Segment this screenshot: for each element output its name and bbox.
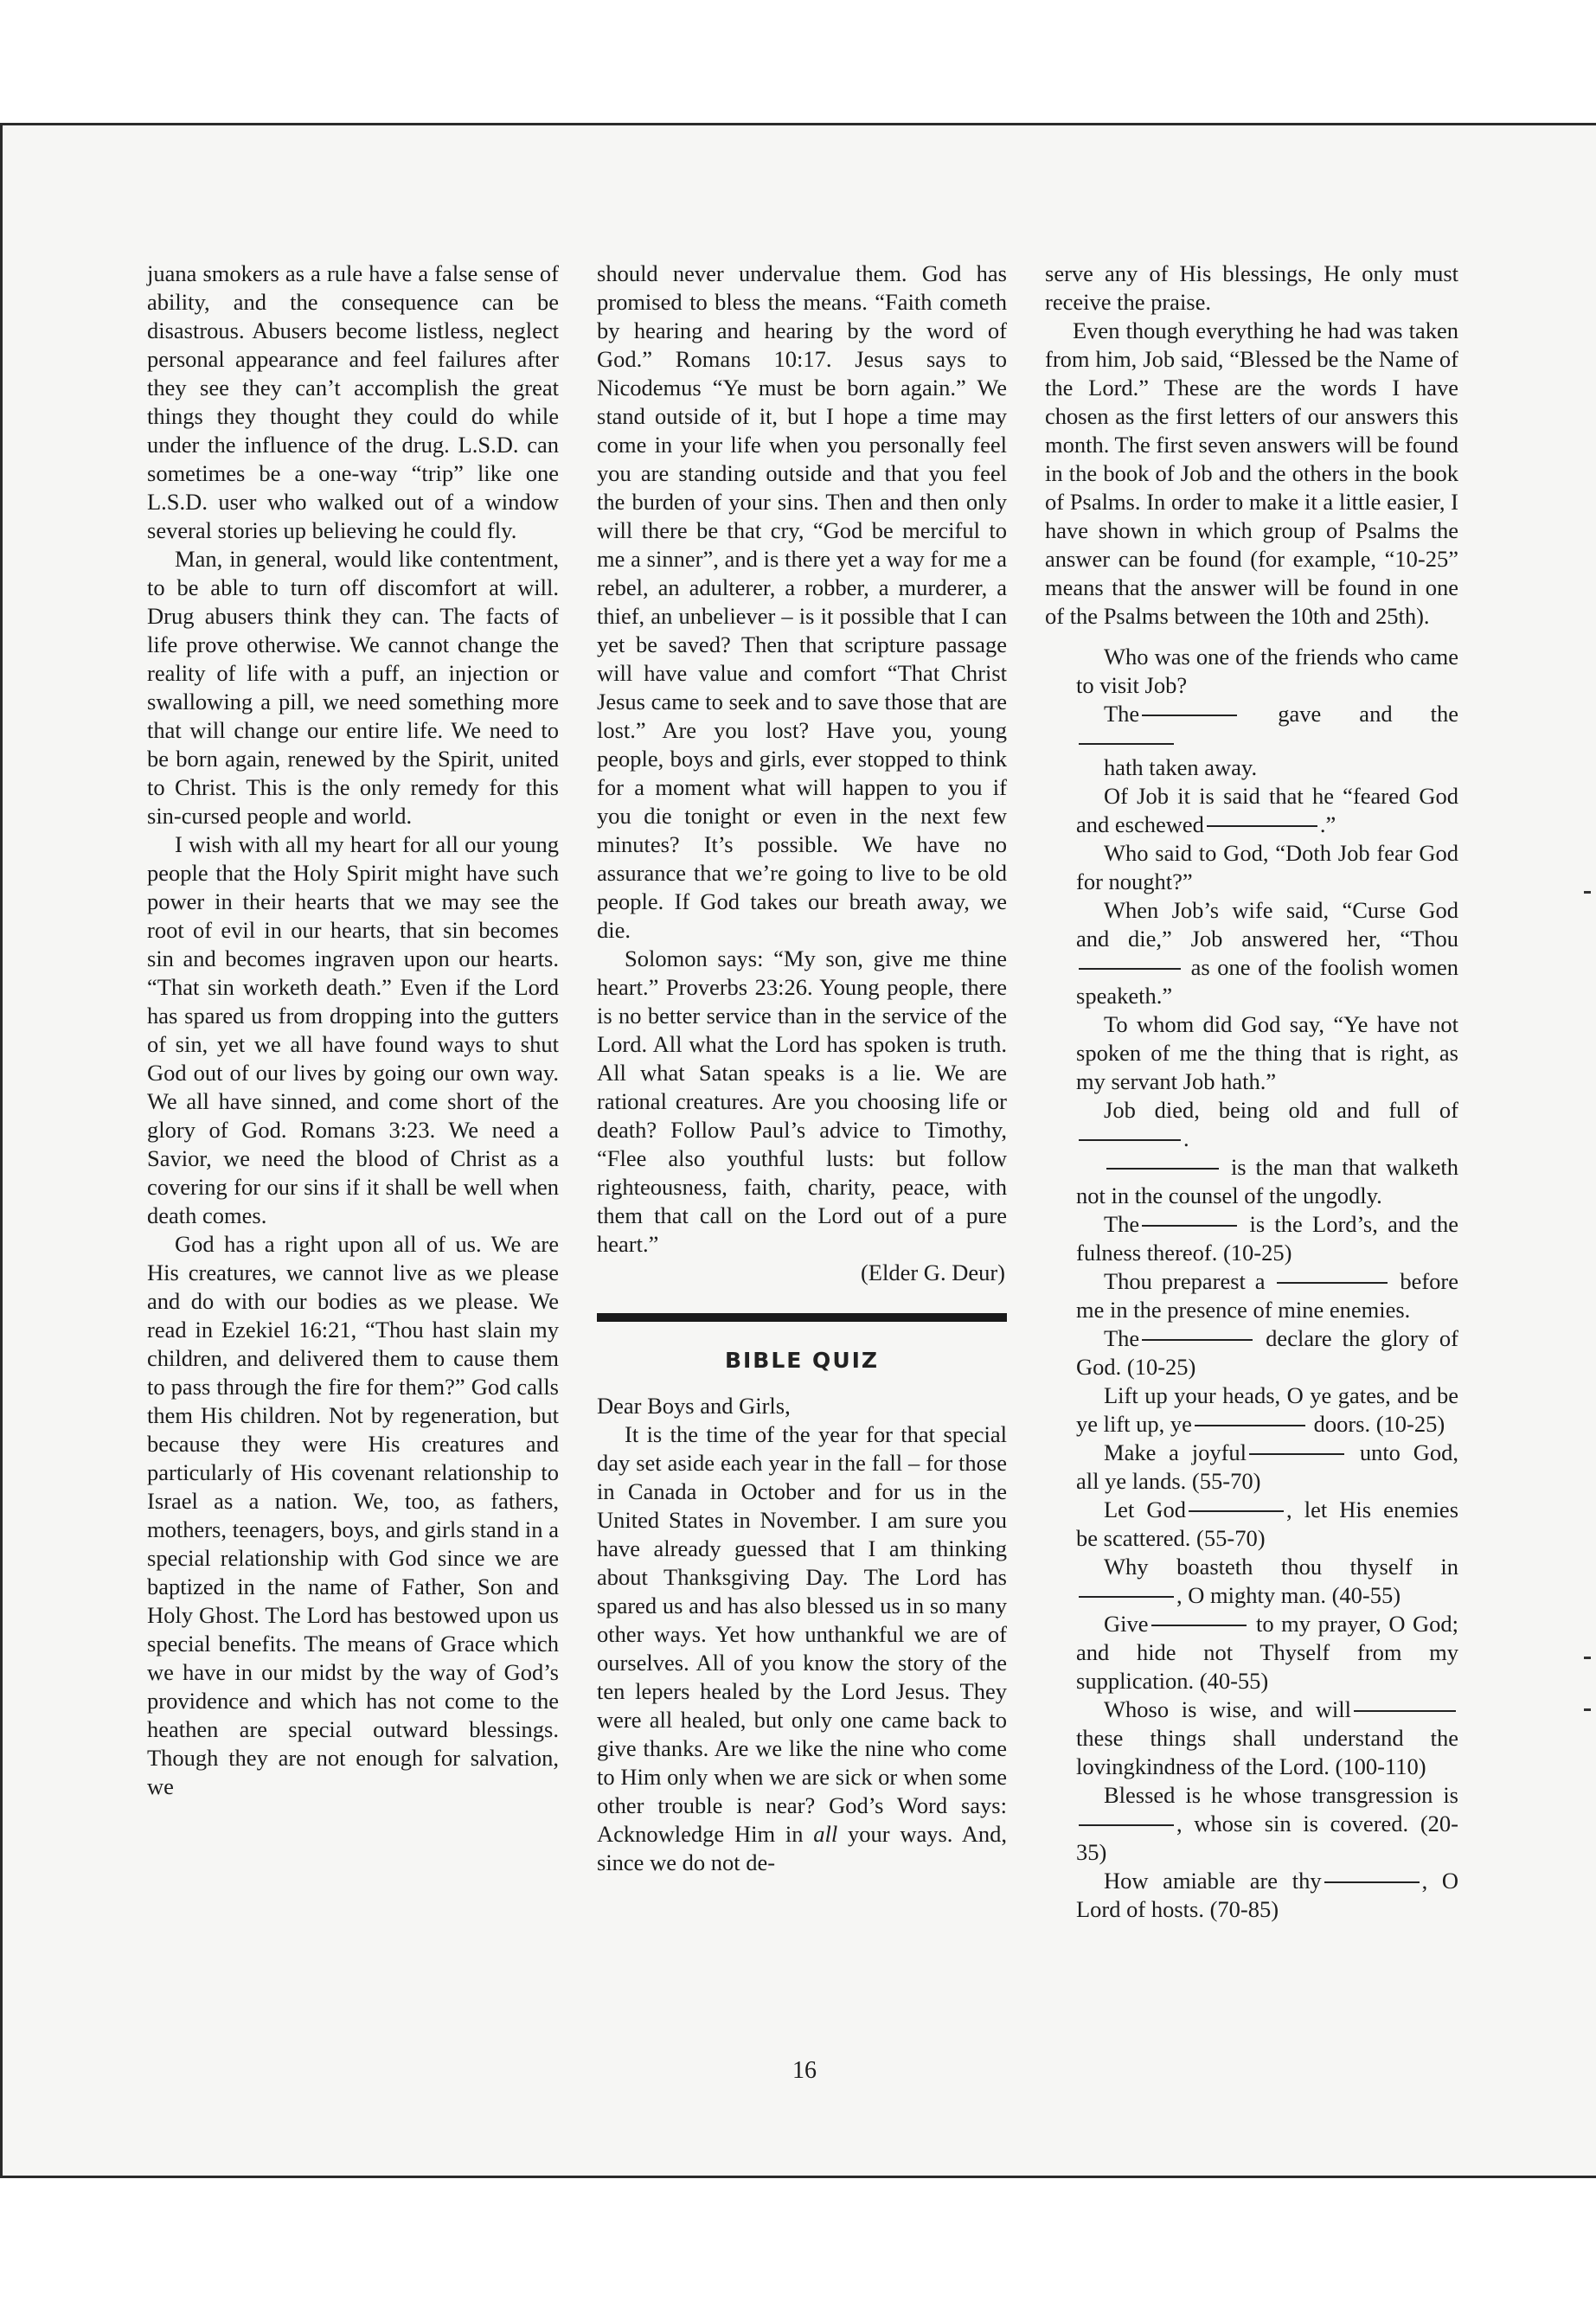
paragraph: juana smokers as a rule have a false sense of ability, and the consequence can be disastrous. Abusers become listless, neglect personal appearance and feel failures after they see they can’t accomplish the great things they thought they could do while under the influence of the drug. L.S.D. can sometimes be a one-way “trip” like one L.S.D. user who walked out of a window several stories up believing he could fly. xyxy=(147,260,559,543)
quiz-question: Job died, being old and full of . xyxy=(1045,1096,1458,1153)
answer-blank xyxy=(1195,1425,1305,1426)
article-signature: (Elder G. Deur) xyxy=(860,1259,1005,1285)
article-column-2 xyxy=(597,260,1007,1877)
answer-blank xyxy=(1189,1510,1284,1512)
quiz-intro-text: your ways. And, since we do not de- xyxy=(597,1821,1008,1875)
quiz-column xyxy=(1045,260,1458,1924)
page-number: 16 xyxy=(792,2057,817,2084)
quiz-question: Whoso is wise, and will these things shall understand the lovingkindness of the Lord. (100-110) xyxy=(1076,1696,1458,1779)
paragraph: Even though everything he had was taken from him, Job said, “Blessed be the Name of the Lord.” These are the words I have chosen as the first letters of our answers this month. The first seven answers will be found in the book of Job and the others in the book of Psalms. In order to make it a little easier, I have shown in which group of Psalms the answer can be found (for example, “10-25” means that the answer will be found in one of the Psalms between the 10th and 25th). xyxy=(1045,317,1458,629)
answer-blank xyxy=(1207,825,1317,827)
answer-blank xyxy=(1277,1282,1388,1284)
answer-blank xyxy=(1249,1453,1344,1455)
answer-blank xyxy=(1142,715,1237,716)
answer-blank xyxy=(1079,968,1181,970)
quiz-question: Let God , let His enemies be scattered. (55-70) xyxy=(1076,1497,1459,1551)
quiz-question: To whom did God say, “Ye have not spoken of me the thing that is right, as my servant Job hath.” xyxy=(1076,1011,1458,1094)
quiz-question: Give to my prayer, O God; and hide not Thyself from my supplication. (40-55) xyxy=(1076,1611,1458,1694)
quiz-question: Make a joyful unto God, all ye lands. (55-70) xyxy=(1076,1439,1458,1494)
paragraph: I wish with all my heart for all our young people that the Holy Spirit might have such power in their hearts that we may see the root of evil in our hearts, that sin becomes sin and becomes ingraven upon our hearts. “That sin worketh death.” Even if the Lord has spared us from dropping into the gutters of sin, yet we all have found ways to shut God out of our lives by going our own way. We all have sinned, and come short of the glory of God. Romans 3:23. We need a Savior, we need the blood of Christ as a covering for our sins if it shall be well when death comes. xyxy=(147,831,559,1228)
answer-blank xyxy=(1142,1339,1253,1341)
answer-blank xyxy=(1106,1168,1219,1170)
quiz-question: Why boasteth thou thyself in , O mighty man. (40-55) xyxy=(1045,1553,1458,1610)
answer-blank xyxy=(1079,1824,1174,1826)
margin-mark xyxy=(1584,1657,1591,1659)
answer-blank xyxy=(1354,1710,1456,1712)
quiz-intro-text: It is the time of the year for that special day set aside each year in the fall – for those in Canada in October and for us in the United States in November. I am sure you have already guessed that I am thinking about Thanksgiving Day. The Lord has spared us and has also blessed us in so many other ways. Yet how unthankful we are of ourselves. All of you know the story of the ten lepers healed by the Lord Jesus. They were all healed, but only one came back to give thanks. Are we like the nine who come to Him only when we are sick or when some other trouble is near? God’s Word says: Acknowledge Him in xyxy=(597,1421,1007,1847)
top-margin xyxy=(0,0,1596,123)
answer-blank xyxy=(1079,1139,1181,1141)
quiz-question: How amiable are thy , O Lord of hosts. (70-85) xyxy=(1076,1868,1458,1922)
paragraph: serve any of His blessings, He only must receive the praise. xyxy=(1045,260,1458,315)
quiz-question: Of Job it is said that he “feared God and eschewed .” xyxy=(1076,783,1458,837)
paragraph: God has a right upon all of us. We are His creatures, we cannot live as we please and do with our bodies as we please. We read in Ezekiel 16:21, “Thou hast slain my children, and delivered them to cause them to pass through the fire for them?” God calls them His children. Not by regeneration, but because they were His creatures and particularly of His covenant relationship to Israel as a nation. We, too, as fathers, mothers, teenagers, boys, and girls stand in a special relationship with God since we are baptized in the name of Father, Son and Holy Ghost. The Lord has bestowed upon us special benefits. The means of Grace which we have in our midst by the way of God’s providence and which has not come to the heathen are special outward blessings. Though they are not enough for salvation, we xyxy=(147,1231,559,1799)
quiz-greeting: Dear Boys and Girls, xyxy=(597,1393,791,1419)
section-divider xyxy=(597,1313,1007,1322)
quiz-question: Who said to God, “Doth Job fear God for nought?” xyxy=(1076,840,1458,894)
quiz-intro-emphasis: all xyxy=(813,1821,838,1847)
quiz-question-continued: hath taken away. xyxy=(1104,754,1258,780)
answer-blank xyxy=(1079,1596,1174,1598)
quiz-question: Blessed is he whose transgression is , whose sin is covered. (20-35) xyxy=(1076,1782,1458,1865)
paragraph: Solomon says: “My son, give me thine heart.” Proverbs 23:26. Young people, there is no better service than in the service of the Lord. All what the Lord has spoken is truth. All what Satan speaks is a lie. We are rational creatures. Are you choosing life or death? Follow Paul’s advice to Timothy, “Flee also youthful lusts: but follow righteousness, faith, charity, peace, with them that call on the Lord out of a pure heart.” xyxy=(597,945,1007,1257)
quiz-question: Thou preparest a before me in the presence of mine enemies. xyxy=(1076,1268,1458,1323)
quiz-question: The gave and the xyxy=(1045,700,1458,757)
quiz-intro xyxy=(597,1420,1007,1877)
quiz-question: is the man that walketh not in the counsel of the ungodly. xyxy=(1076,1154,1458,1208)
article-column-1 xyxy=(147,260,559,1801)
paragraph: Man, in general, would like contentment, to be able to turn off discomfort at will. Drug abusers think they can. The facts of life prove otherwise. We cannot change the reality of life with a puff, an injection or swallowing a pill, we need something more that will change our entire life. We need to be born again, renewed by the Spirit, united to Christ. This is the only remedy for this sin-cursed people and world. xyxy=(147,546,559,829)
quiz-heading: BIBLE QUIZ xyxy=(724,1348,880,1373)
margin-mark xyxy=(1584,891,1591,894)
answer-blank xyxy=(1079,743,1174,745)
answer-blank xyxy=(1324,1881,1420,1883)
margin-mark xyxy=(1584,1708,1591,1711)
quiz-question: Who was one of the friends who came to visit Job? xyxy=(1076,644,1458,698)
answer-blank xyxy=(1151,1625,1247,1626)
quiz-questions xyxy=(1045,643,1458,1924)
quiz-question: The is the Lord’s, and the fulness thereof. (10-25) xyxy=(1076,1211,1458,1266)
quiz-question: The declare the glory of God. (10-25) xyxy=(1076,1325,1458,1380)
quiz-question: Lift up your heads, O ye gates, and be ye lift up, ye doors. (10-25) xyxy=(1076,1382,1458,1437)
quiz-question: When Job’s wife said, “Curse God and die,” Job answered her, “Thou as one of the foolish women speaketh.” xyxy=(1076,897,1458,1009)
answer-blank xyxy=(1142,1225,1237,1227)
paragraph: should never undervalue them. God has promised to bless the means. “Faith cometh by hearing and hearing by the word of God.” Romans 10:17. Jesus says to Nicodemus “Ye must be born again.” We stand outside of it, but I hope a time may come in your life when you personally feel you are standing outside and that you feel the burden of your sins. Then and then only will there be that cry, “God be merciful to me a sinner”, and is there yet a way for me a rebel, an adulterer, a robber, a murderer, a thief, an unbeliever – is it possible that I can yet be saved? Then that scripture passage will have value and comfort “That Christ Jesus came to seek and to save those that are lost.” Are you lost? Have you, young people, boys and girls, ever stopped to think for a moment what will happen to you if you die tonight or even in the next few minutes? It’s possible. We have no assurance that we’re going to live to be old people. If God takes our breath away, we die. xyxy=(597,260,1007,943)
